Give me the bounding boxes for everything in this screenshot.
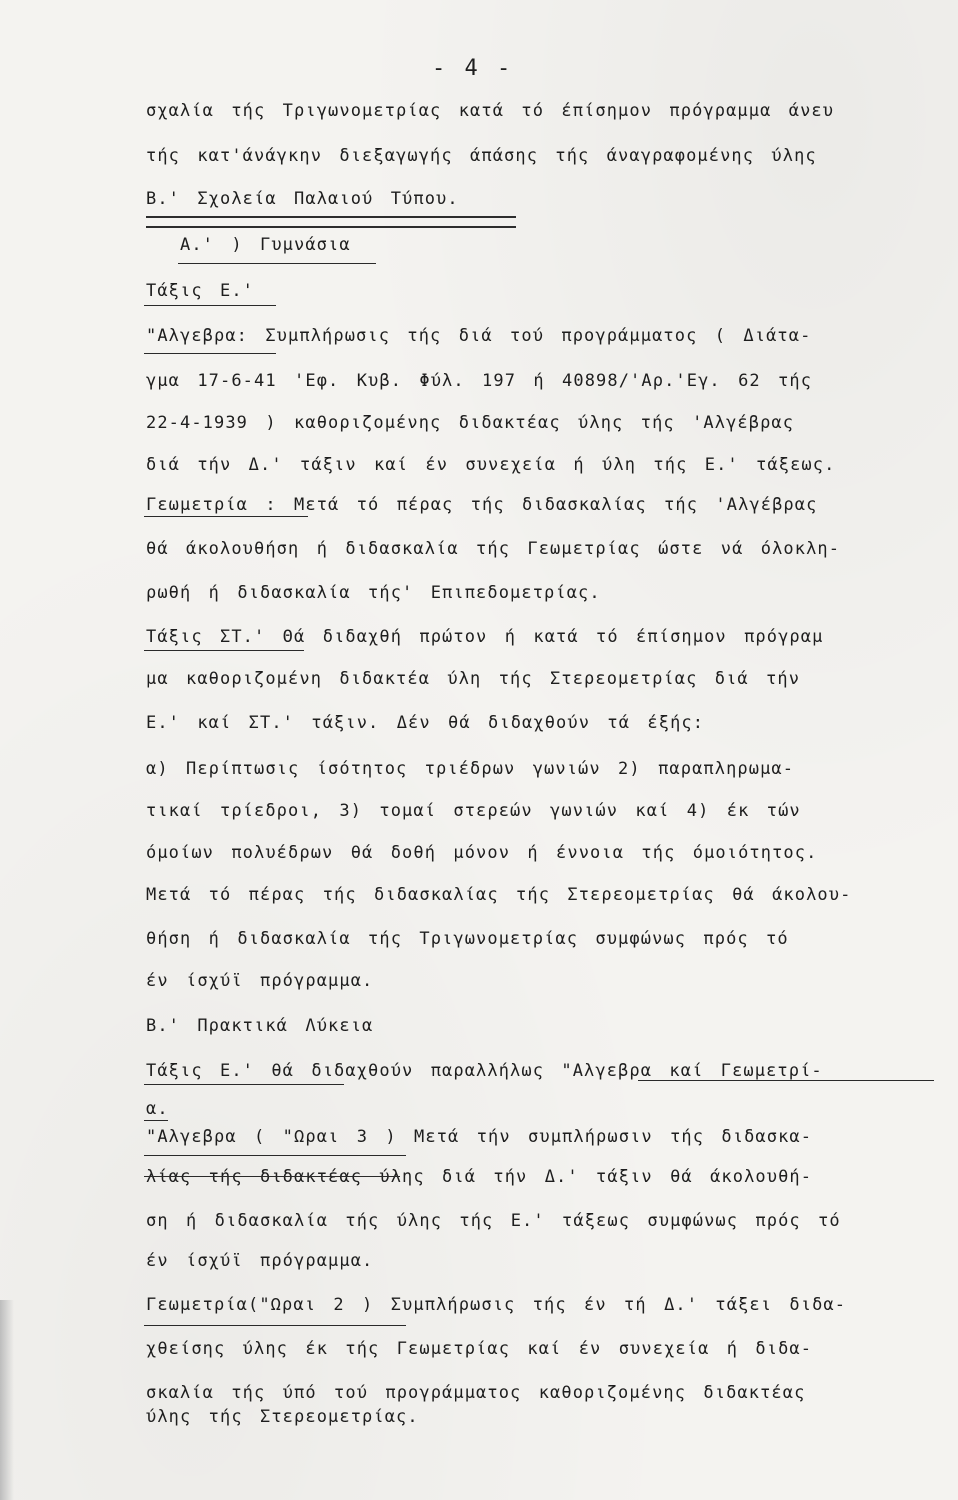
text-line: "Αλγεβρα ( "Ωραι 3 ) Μετά τήν συμπλήρωσιν τής διδασκα- [146, 1127, 813, 1147]
underline [638, 1080, 934, 1081]
text-line: ρωθή ή διδασκαλία τής' Επιπεδομετρίας. [146, 583, 601, 603]
text-line: διά τήν Δ.' τάξιν καί έν συνεχεία ή ύλη τής Ε.' τάξεως. [146, 455, 836, 475]
text-line: α. [146, 1099, 169, 1119]
underline [144, 1120, 168, 1121]
text-line: γμα 17-6-41 'Εφ. Κυβ. Φύλ. 197 ή 40898/'Αρ.'Εγ. 62 τής [146, 371, 813, 391]
class-heading-practical-e: Τάξις Ε.' θά διδαχθούν παραλλήλως "Αλγεβρα καί Γεωμετρί- [146, 1061, 823, 1081]
underline [144, 1155, 406, 1156]
text-line: Μετά τό πέρας τής διδασκαλίας τής Στερεομετρίας θά άκολου- [146, 885, 852, 905]
page-number: - 4 - [432, 56, 514, 81]
text-line: θά άκολουθήση ή διδασκαλία τής Γεωμετρίας ώστε νά όλοκλη- [146, 539, 841, 559]
text-line: χθείσης ύλης έκ τής Γεωμετρίας καί έν συνεχεία ή διδα- [146, 1339, 813, 1359]
subheading-gymnasia: Α.' ) Γυμνάσια [180, 235, 351, 255]
strike-line [144, 1176, 400, 1177]
text-line: Ε.' καί ΣΤ.' τάξιν. Δέν θά διδαχθούν τά έξής: [146, 713, 705, 733]
underline [178, 263, 376, 264]
text-line: θήση ή διδασκαλία τής Τριγωνομετρίας συμφώνως πρός τό [146, 929, 789, 949]
text-line: ση ή διδασκαλία τής ύλης τής Ε.' τάξεως συμφώνως πρός τό [146, 1211, 841, 1231]
double-rule [146, 216, 516, 228]
underline [144, 516, 308, 517]
text-line: Γεωμετρία : Μετά τό πέρας τής διδασκαλίας τής 'Αλγέβρας [146, 495, 818, 515]
text-line: μα καθοριζομένη διδακτέα ύλη τής Στερεομετρίας διά τήν [146, 669, 801, 689]
underline [144, 650, 304, 651]
section-heading-practical-lyceums: Β.' Πρακτικά Λύκεια [146, 1016, 374, 1036]
text-line: τικαί τρίεδροι, 3) τομαί στερεών γωνιών καί 4) έκ τών [146, 801, 801, 821]
text-line: ύλης τής Στερεομετρίας. [146, 1407, 419, 1427]
underline [144, 305, 276, 306]
text-line: τής κατ'άνάγκην διεξαγωγής άπάσης τής άναγραφομένης ύλης [146, 146, 817, 166]
text-line: έν ίσχύϊ πρόγραμμα. [146, 1251, 374, 1271]
text-line: 22-4-1939 ) καθοριζομένης διδακτέας ύλης τής 'Αλγέβρας [146, 413, 795, 433]
text-line: α) Περίπτωσις ίσότητος τριέδρων γωνιών 2) παραπληρωμα- [146, 759, 795, 779]
text-line: Γεωμετρία("Ωραι 2 ) Συμπλήρωσις τής έν τή Δ.' τάξει διδα- [146, 1295, 847, 1315]
text-line: όμοίων πολυέδρων θά δοθή μόνον ή έννοια τής όμοιότητος. [146, 843, 818, 863]
text-line: έν ίσχύϊ πρόγραμμα. [146, 971, 374, 991]
section-heading-old-schools: Β.' Σχολεία Παλαιού Τύπου. [146, 189, 459, 209]
scan-edge-shadow [0, 1300, 14, 1500]
underline [144, 1084, 344, 1085]
class-heading-e: Τάξις Ε.' [146, 281, 255, 301]
underline [144, 1325, 406, 1326]
text-line: λίας τής διδακτέας ύλης διά τήν Δ.' τάξιν θά άκολουθή- [146, 1167, 813, 1187]
class-heading-st: Τάξις ΣΤ.' Θά διδαχθή πρώτον ή κατά τό έπίσημον πρόγραμ [146, 627, 824, 647]
text-line: σκαλία τής ύπό τού προγράμματος καθοριζομένης διδακτέας [146, 1383, 806, 1403]
text-line: σχαλία τής Τριγωνομετρίας κατά τό έπίσημον πρόγραμμα άνευ [146, 101, 835, 121]
underline [144, 353, 276, 354]
text-line: "Αλγεβρα: Συμπλήρωσις τής διά τού προγράμματος ( Διάτα- [146, 326, 812, 346]
